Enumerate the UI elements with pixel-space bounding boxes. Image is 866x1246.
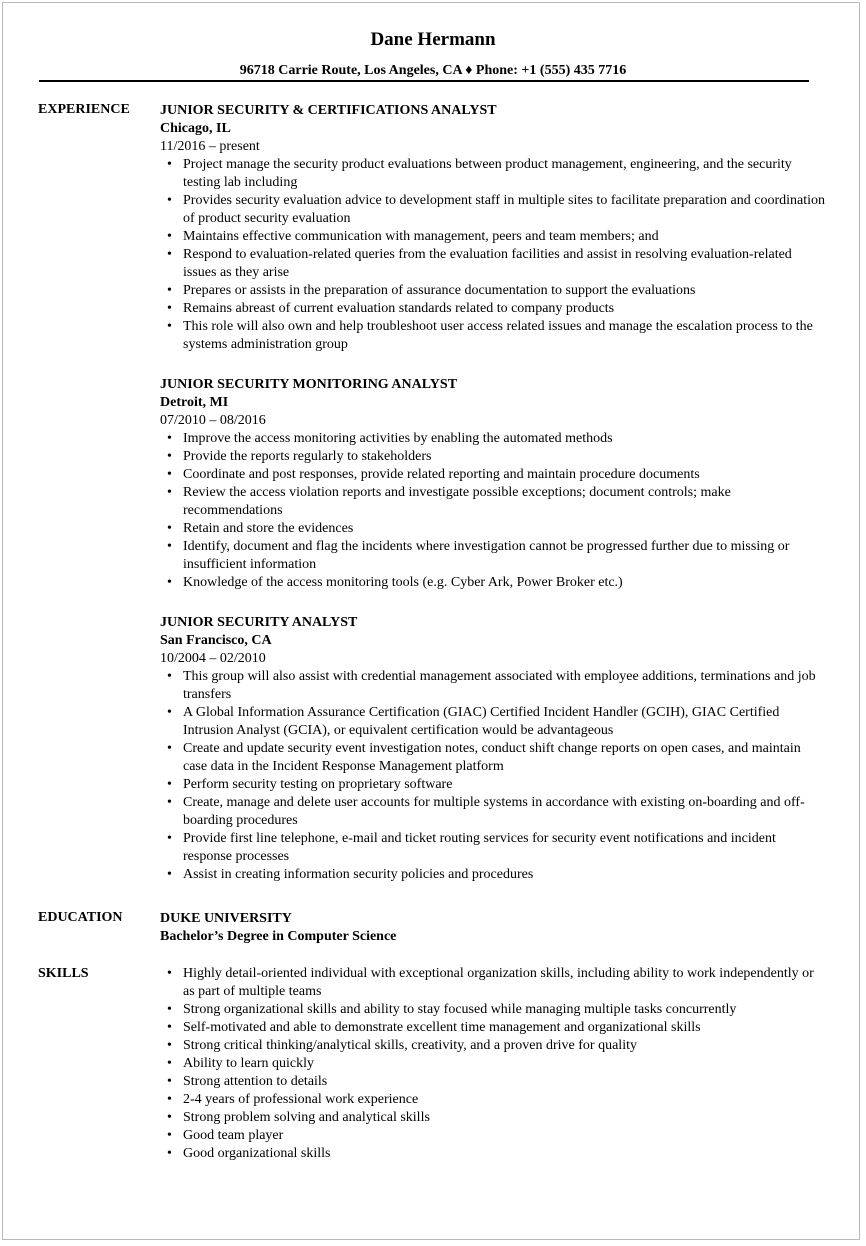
list-item: • Maintains effective communication with management, peers and team members; and	[183, 228, 825, 246]
list-item: • Create, manage and delete user accounts for multiple systems in accordance with existing on-boarding and off-boarding procedures	[183, 794, 825, 830]
list-item: • Retain and store the evidences	[183, 520, 825, 538]
list-item: • Improve the access monitoring activities by enabling the automated methods	[183, 430, 825, 448]
list-item: • Good team player	[183, 1127, 825, 1145]
job-bullets	[160, 156, 825, 354]
list-item: • Provide the reports regularly to stakeholders	[183, 448, 825, 466]
candidate-name: Dane Hermann	[370, 29, 496, 50]
list-item: • This role will also own and help troubleshoot user access related issues and manage the escalation process to the systems administration group	[183, 318, 825, 354]
school-name: DUKE UNIVERSITY	[160, 911, 292, 926]
section-label-skills: SKILLS	[38, 966, 89, 981]
education-entry	[160, 910, 825, 946]
list-item: • This group will also assist with credential management associated with employee additions, terminations and job transfers	[183, 668, 825, 704]
list-item: • Good organizational skills	[183, 1145, 825, 1163]
list-item: • A Global Information Assurance Certification (GIAC) Certified Incident Handler (GCIH), GIAC Certified Intrusion Analyst (GCIA), or equivalent certification would be advantageous	[183, 704, 825, 740]
list-item: • Strong problem solving and analytical skills	[183, 1109, 825, 1127]
list-item: • Project manage the security product evaluations between product management, engineering, and the security testing lab including	[183, 156, 825, 192]
job-dates: 10/2004 – 02/2010	[160, 651, 266, 666]
experience-entry	[160, 614, 825, 884]
job-bullets	[160, 430, 825, 592]
experience-entry	[160, 102, 825, 354]
list-item: • Highly detail-oriented individual with exceptional organization skills, including ability to work independently or as part of multiple teams	[183, 965, 825, 1001]
list-item: • Identify, document and flag the incidents where investigation cannot be progressed further due to missing or insufficient information	[183, 538, 825, 574]
section-label-experience: EXPERIENCE	[38, 102, 130, 117]
section-label-education: EDUCATION	[38, 910, 123, 925]
contact-line: 96718 Carrie Route, Los Angeles, CA ♦ Phone: +1 (555) 435 7716	[239, 63, 627, 78]
list-item: • 2-4 years of professional work experience	[183, 1091, 825, 1109]
list-item: • Strong organizational skills and ability to stay focused while managing multiple tasks concurrently	[183, 1001, 825, 1019]
experience-entry	[160, 376, 825, 592]
list-item: • Create and update security event investigation notes, conduct shift change reports on open cases, and maintain case data in the Incident Response Management platform	[183, 740, 825, 776]
list-item: • Knowledge of the access monitoring tools (e.g. Cyber Ark, Power Broker etc.)	[183, 574, 825, 592]
skills-entry	[160, 965, 825, 1163]
list-item: • Perform security testing on proprietary software	[183, 776, 825, 794]
job-title: JUNIOR SECURITY ANALYST	[160, 615, 358, 630]
list-item: • Strong critical thinking/analytical skills, creativity, and a proven drive for quality	[183, 1037, 825, 1055]
list-item: • Prepares or assists in the preparation of assurance documentation to support the evaluations	[183, 282, 825, 300]
job-location: San Francisco, CA	[160, 633, 272, 648]
list-item: • Strong attention to details	[183, 1073, 825, 1091]
job-title: JUNIOR SECURITY MONITORING ANALYST	[160, 377, 458, 392]
job-bullets	[160, 668, 825, 884]
job-location: Detroit, MI	[160, 395, 229, 410]
list-item: • Ability to learn quickly	[183, 1055, 825, 1073]
header-divider	[39, 80, 809, 82]
list-item: • Provide first line telephone, e-mail and ticket routing services for security event notifications and incident response processes	[183, 830, 825, 866]
list-item: • Remains abreast of current evaluation standards related to company products	[183, 300, 825, 318]
skills-list	[160, 965, 825, 1163]
job-location: Chicago, IL	[160, 121, 231, 136]
job-dates: 11/2016 – present	[160, 139, 260, 154]
list-item: • Assist in creating information security policies and procedures	[183, 866, 825, 884]
list-item: • Self-motivated and able to demonstrate excellent time management and organizational skills	[183, 1019, 825, 1037]
degree: Bachelor’s Degree in Computer Science	[160, 929, 397, 944]
list-item: • Coordinate and post responses, provide related reporting and maintain procedure documents	[183, 466, 825, 484]
list-item: • Respond to evaluation-related queries from the evaluation facilities and assist in resolving evaluation-related issues as they arise	[183, 246, 825, 282]
list-item: • Review the access violation reports and investigate possible exceptions; document controls; make recommendations	[183, 484, 825, 520]
job-title: JUNIOR SECURITY & CERTIFICATIONS ANALYST	[160, 103, 497, 118]
job-dates: 07/2010 – 08/2016	[160, 413, 266, 428]
list-item: • Provides security evaluation advice to development staff in multiple sites to facilitate preparation and coordination of product security evaluation	[183, 192, 825, 228]
